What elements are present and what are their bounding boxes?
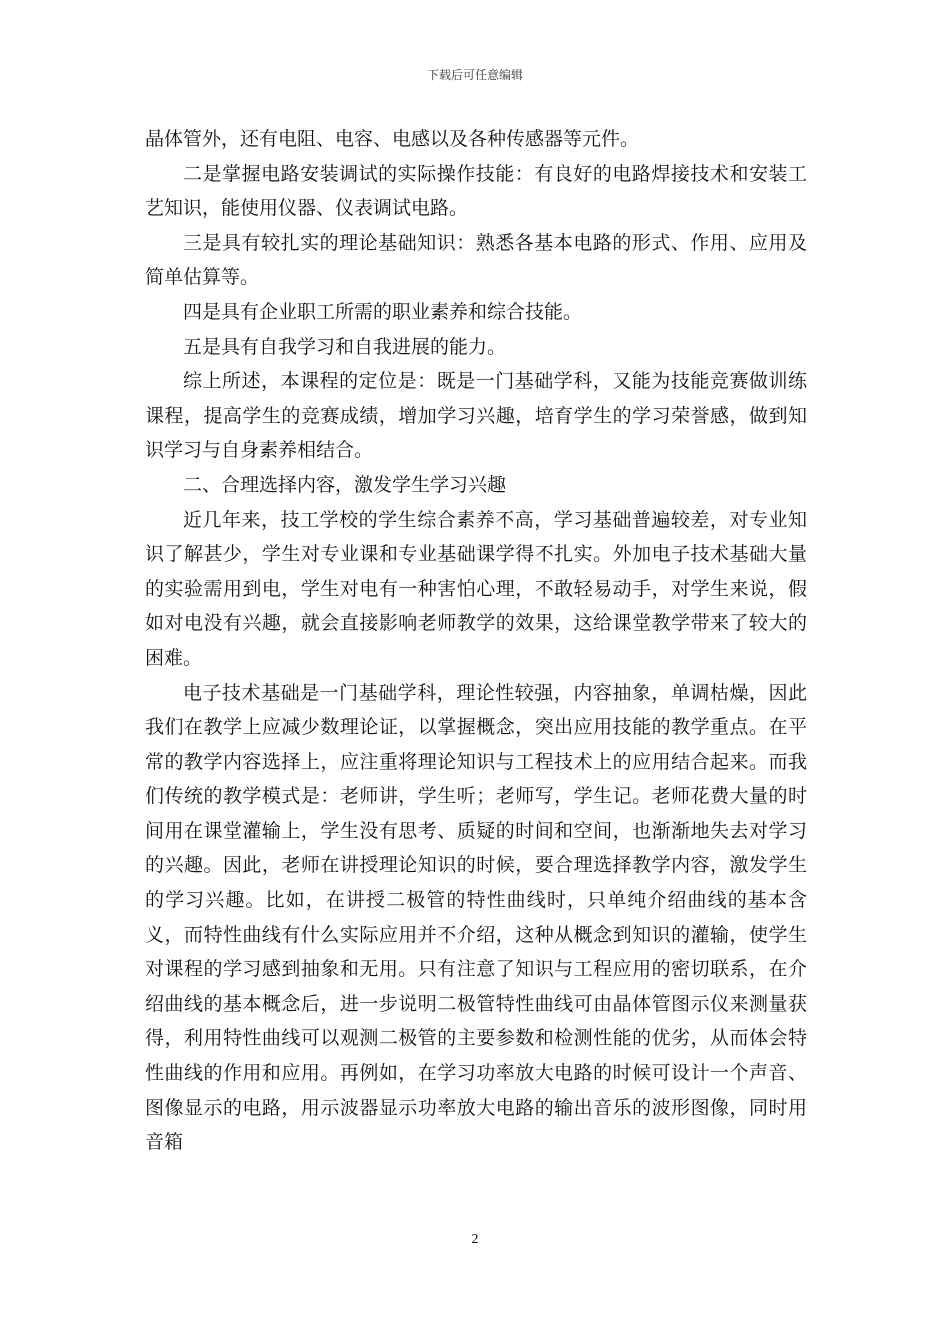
paragraph-3: 三是具有较扎实的理论基础知识：熟悉各基本电路的形式、作用、应用及简单估算等。 [145,231,807,289]
paragraph-2: 二是掌握电路安装调试的实际操作技能：有良好的电路焊接技术和安装工艺知识，能使用仪器、仪表调试电路。 [145,162,807,220]
page-header: 下载后可任意编辑 [426,68,523,82]
paragraph-6: 综上所述，本课程的定位是：既是一门基础学科，又能为技能竞赛做训练课程，提高学生的竞赛成绩，增加学习兴趣，培育学生的学习荣誉感，做到知识学习与自身素养相结合。 [145,370,807,462]
paragraph-1: 晶体管外，还有电阻、电容、电感以及各种传感器等元件。 [145,128,640,150]
paragraph-4: 四是具有企业职工所需的职业素养和综合技能。 [183,300,583,323]
page-number: 2 [471,1232,479,1247]
paragraph-5: 五是具有自我学习和自我进展的能力。 [183,335,507,358]
document-body [145,122,807,1160]
paragraph-7: 近几年来，技工学校的学生综合素养不高，学习基础普遍较差，对专业知识了解甚少，学生对专业课和专业基础课学得不扎实。外加电子技术基础大量的实验需用到电，学生对电有一种害怕心理，不敢轻易动手，对学生来说，假如对电没有兴趣，就会直接影响老师教学的效果，这给课堂教学带来了较大的困难。 [145,508,807,669]
section-heading: 二、合理选择内容，激发学生学习兴趣 [183,473,507,496]
paragraph-8: 电子技术基础是一门基础学科，理论性较强，内容抽象，单调枯燥，因此我们在教学上应减少数理论证，以掌握概念，突出应用技能的教学重点。在平常的教学内容选择上，应注重将理论知识与工程技术上的应用结合起来。而我们传统的教学模式是：老师讲，学生听；老师写，学生记。老师花费大量的时间用在课堂灌输上，学生没有思考、质疑的时间和空间，也渐渐地失去对学习的兴趣。因此，老师在讲授理论知识的时候，要合理选择教学内容，激发学生的学习兴趣。比如，在讲授二极管的特性曲线时，只单纯介绍曲线的基本含义，而特性曲线有什么实际应用并不介绍，这种从概念到知识的灌输，使学生对课程的学习感到抽象和无用。只有注意了知识与工程应用的密切联系，在介绍曲线的基本概念后，进一步说明二极管特性曲线可由晶体管图示仪来测量获得，利用特性曲线可以观测二极管的主要参数和检测性能的优劣，从而体会特性曲线的作用和应用。再例如，在学习功率放大电路的时候可设计一个声音、图像显示的电路，用示波器显示功率放大电路的输出音乐的波形图像，同时用音箱 [145,681,807,1154]
